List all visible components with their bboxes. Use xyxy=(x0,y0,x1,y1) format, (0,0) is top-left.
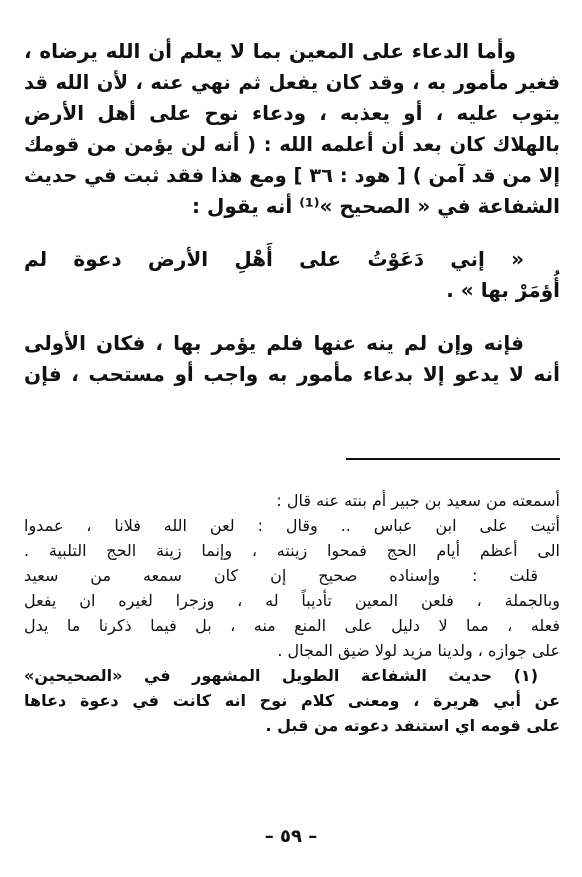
paragraph-gap xyxy=(24,222,560,244)
footnote-separator xyxy=(346,458,560,460)
text-line: أنه لا يدعو إلا بدعاء مأمور به واجب أو مستحب ، فإن xyxy=(24,362,560,386)
footnote-1-line: عن أبي هريرة ، ومعنى كلام نوح انه كانت في دعوة دعاها xyxy=(24,691,560,710)
footnote-line: قلت : وإسناده صحيح إن كان سمعه من سعيد xyxy=(24,566,538,585)
text-line: فإنه وإن لم ينه عنها فلم يؤمر بها ، فكان الأولى xyxy=(24,331,524,355)
text-line: الشفاعة في « الصحيح »⁽¹⁾ أنه يقول : xyxy=(192,194,560,218)
footnote-line: وبالجملة ، فلعن المعين تأديباً له ، وزجرا لغيره ان يفعل xyxy=(24,591,560,610)
footnote-1-line: على قومه اي استنفد دعوته من قبل . xyxy=(265,716,560,735)
page-number: – ٥٩ – xyxy=(264,826,318,847)
text-line: إلا من قد آمن ) [ هود : ٣٦ ] ومع هذا فقد ثبت في حديث xyxy=(24,164,561,187)
footnote-1-line: (١) حديث الشفاعة الطويل المشهور في «الصحيحين» xyxy=(24,666,538,685)
footnote-line: أتيت على ابن عباس .. وقال : لعن الله فلانا ، عمدوا xyxy=(24,516,560,535)
footnotes xyxy=(24,488,560,738)
text-line: بالهلاك كان بعد أن أعلمه الله : ( أنه لن يؤمن من قومك xyxy=(24,133,560,156)
text-line: فغير مأمور به ، وقد كان يفعل ثم نهي عنه ، لأن الله قد xyxy=(24,71,560,94)
paragraph-gap xyxy=(24,306,560,328)
footnote-line: فعله ، مما لا دليل على المنع منه ، بل فيما ذكرنا ما يدل xyxy=(24,616,560,635)
text-line: يتوب عليه ، أو يعذبه ، ودعاء نوح على أهل الأرض xyxy=(24,101,560,125)
footnote-line: الى أعظم أيام الحج فمحوا زينته ، وإنما زينة الحج التلبية . xyxy=(24,541,560,560)
text-line: وأما الدعاء على المعين بما لا يعلم أن الله يرضاه ، xyxy=(24,39,516,63)
footnote-line: على جوازه ، ولدينا مزيد لولا ضيق المجال . xyxy=(277,641,560,660)
quote-line: أُؤمَرْ بها » . xyxy=(446,278,560,302)
footnote-line: أسمعته من سعيد بن جبير أم بنته عنه قال : xyxy=(276,491,560,510)
main-text xyxy=(24,36,560,390)
quote-line: « إني دَعَوْتُ على أَهْلِ الأرض دعوة لم xyxy=(24,247,524,271)
